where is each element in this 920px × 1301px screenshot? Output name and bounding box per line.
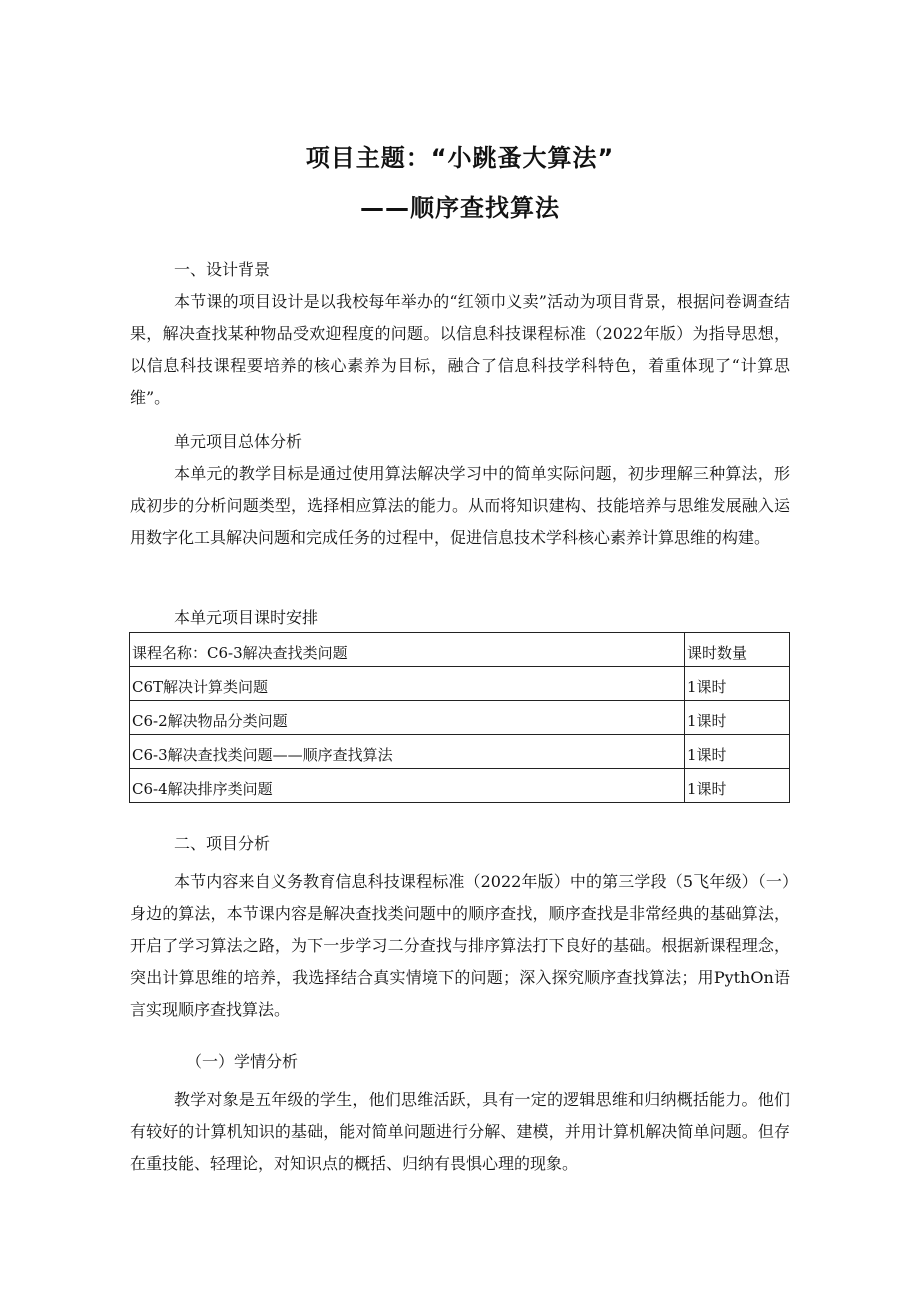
table-cell: 1课时 [685, 769, 790, 803]
table-header-cell: 课程名称：C6-3解决查找类问题 [130, 633, 685, 667]
table-cell: C6-2解决物品分类问题 [130, 701, 685, 735]
schedule-heading: 本单元项目课时安排 [174, 608, 319, 627]
section-heading-design-background: 一、设计背景 [174, 260, 271, 279]
section-heading-project-analysis: 二、项目分析 [174, 834, 271, 853]
learner-analysis-heading: （一）学情分析 [186, 1052, 299, 1071]
table-cell: 1课时 [685, 735, 790, 769]
unit-analysis-heading: 单元项目总体分析 [174, 432, 303, 451]
table-row [130, 667, 790, 701]
schedule-table [129, 632, 790, 803]
project-analysis-paragraph: 本节内容来自义务教育信息科技课程标准（2022年版）中的第三学段（5飞年级）（一）身边的算法，本节课内容是解决查找类问题中的顺序查找，顺序查找是非常经典的基础算法，开启了学习算法之路，为下一步学习二分查找与排序算法打下良好的基础。根据新课程理念，突出计算思维的培养，我选择结合真实情境下的问题；深入探究顺序查找算法；用PythOn语言实现顺序查找算法。 [130, 872, 790, 1019]
table-cell: 1课时 [685, 701, 790, 735]
table-cell: C6-3解决查找类问题——顺序查找算法 [130, 735, 685, 769]
document-subtitle: ——顺序查找算法 [360, 194, 560, 222]
design-background-paragraph: 本节课的项目设计是以我校每年举办的“红领巾义卖”活动为项目背景，根据问卷调查结果，解决查找某种物品受欢迎程度的问题。以信息科技课程标准（2022年版）为指导思想，以信息科技课程要培养的核心素养为目标，融合了信息科技学科特色，着重体现了“计算思维”。 [130, 292, 790, 407]
learner-analysis-paragraph: 教学对象是五年级的学生，他们思维活跃，具有一定的逻辑思维和归纳概括能力。他们有较好的计算机知识的基础，能对简单问题进行分解、建模，并用计算机解决简单问题。但存在重技能、轻理论，对知识点的概括、归纳有畏惧心理的现象。 [130, 1090, 790, 1173]
table-cell: C6T解决计算类问题 [130, 667, 685, 701]
table-row [130, 735, 790, 769]
table-header-row [130, 633, 790, 667]
unit-analysis-paragraph: 本单元的教学目标是通过使用算法解决学习中的简单实际问题，初步理解三种算法，形成初步的分析问题类型，选择相应算法的能力。从而将知识建构、技能培养与思维发展融入运用数字化工具解决问题和完成任务的过程中，促进信息技术学科核心素养计算思维的构建。 [130, 464, 790, 547]
table-cell: C6-4解决排序类问题 [130, 769, 685, 803]
table-header-cell: 课时数量 [685, 633, 790, 667]
document-title: 项目主题：“小跳蚤大算法” [305, 144, 615, 172]
table-row [130, 701, 790, 735]
table-cell: 1课时 [685, 667, 790, 701]
table-row [130, 769, 790, 803]
